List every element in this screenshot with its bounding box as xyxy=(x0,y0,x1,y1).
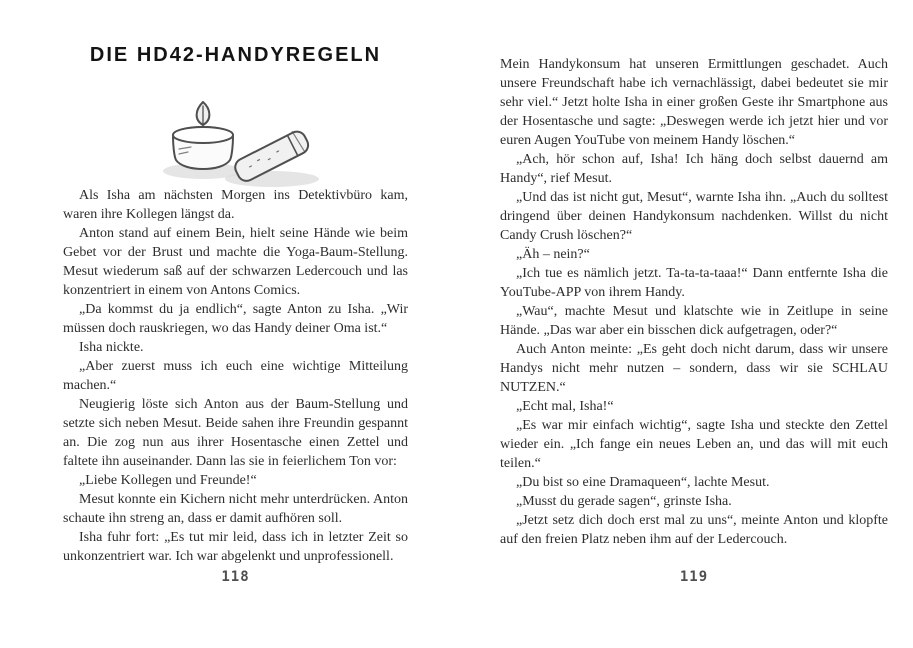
paragraph: „Aber zuerst muss ich euch eine wichtige Mitteilung machen.“ xyxy=(63,359,408,393)
paragraph: „Du bist so eine Dramaqueen“, lachte Mesut. xyxy=(516,475,770,490)
paragraph: „Äh – nein?“ xyxy=(516,247,590,262)
paragraph: „Wau“, machte Mesut und klatschte wie in Zeitlupe in seine Hände. „Das war aber ein bisschen dick aufgetragen, oder?“ xyxy=(500,304,888,338)
page-left xyxy=(63,0,408,648)
paragraph: Anton stand auf einem Bein, hielt seine Hände wie beim Gebet vor der Brust und machte die Yoga-Baum-Stellung. Mesut wiederum saß auf der schwarzen Ledercouch und las konzentriert in einem von Antons Comics. xyxy=(63,226,408,298)
page-number-left: 118 xyxy=(221,569,250,585)
chapter-illustration xyxy=(63,92,408,192)
paragraph: Auch Anton meinte: „Es geht doch nicht darum, dass wir unsere Handys nicht mehr nutzen – sondern, dass wir sie SCHLAU NUTZEN.“ xyxy=(500,342,888,395)
page-right xyxy=(500,0,888,648)
illustration-svg xyxy=(151,92,321,192)
page-118-text xyxy=(63,186,408,566)
paragraph: „Echt mal, Isha!“ xyxy=(516,399,614,414)
chapter-title: DIE HD42-HANDYREGELN xyxy=(89,44,382,66)
paragraph: „Es war mir einfach wichtig“, sagte Isha und steckte den Zettel wieder ein. „Ich fange ein neues Leben an, und das will mit euch teilen.“ xyxy=(500,418,888,471)
paragraph: Neugierig löste sich Anton aus der Baum-Stellung und setzte sich neben Mesut. Beide sahen ihre Freundin gespannt an. Die zog nun aus ihrer Hosentasche einen Zettel und faltete ihn auseinander. Dann las sie in feierlichem Ton vor: xyxy=(63,397,408,469)
paragraph: Als Isha am nächsten Morgen ins Detektivbüro kam, waren ihre Kollegen längst da. xyxy=(63,188,408,222)
paragraph: „Musst du gerade sagen“, grinste Isha. xyxy=(516,494,732,509)
paragraph: „Da kommst du ja endlich“, sagte Anton zu Isha. „Wir müssen doch rauskriegen, wo das Handy deiner Oma ist.“ xyxy=(63,302,408,336)
paragraph: „Ich tue es nämlich jetzt. Ta-ta-ta-taaa!“ Dann entfernte Isha die YouTube-APP von ihrem Handy. xyxy=(500,266,888,300)
paragraph: „Jetzt setz dich doch erst mal zu uns“, meinte Anton und klopfte auf den freien Platz neben ihm auf der Ledercouch. xyxy=(500,513,888,547)
paragraph: Mein Handykonsum hat unseren Ermittlungen geschadet. Auch unsere Freundschaft habe ich vernachlässigt, dabei bedeutet sie mir sehr viel.“ Jetzt holte Isha in einer großen Geste ihr Smartphone aus der Hosentasche und sagte: „Deswegen werde ich jetzt hier und vor euren Augen YouTube von meinem Handy löschen.“ xyxy=(500,57,888,148)
paragraph: Isha fuhr fort: „Es tut mir leid, dass ich in letzter Zeit so unkonzentriert war. Ich war abgelenkt und unprofessionell. xyxy=(63,530,408,564)
paragraph: „Und das ist nicht gut, Mesut“, warnte Isha ihn. „Auch du solltest dringend über deinen Handykonsum nachdenken. Willst du nicht Candy Crush löschen?“ xyxy=(500,190,888,243)
paragraph: Isha nickte. xyxy=(79,340,144,355)
page-number-right: 119 xyxy=(679,569,709,585)
paragraph: „Liebe Kollegen und Freunde!“ xyxy=(79,473,257,488)
page-119-text xyxy=(500,55,888,549)
candle-icon xyxy=(173,102,233,169)
paragraph: „Ach, hör schon auf, Isha! Ich häng doch selbst dauernd am Handy“, rief Mesut. xyxy=(500,152,888,186)
paragraph: Mesut konnte ein Kichern nicht mehr unterdrücken. Anton schaute ihn streng an, dass er damit aufhören soll. xyxy=(63,492,408,526)
